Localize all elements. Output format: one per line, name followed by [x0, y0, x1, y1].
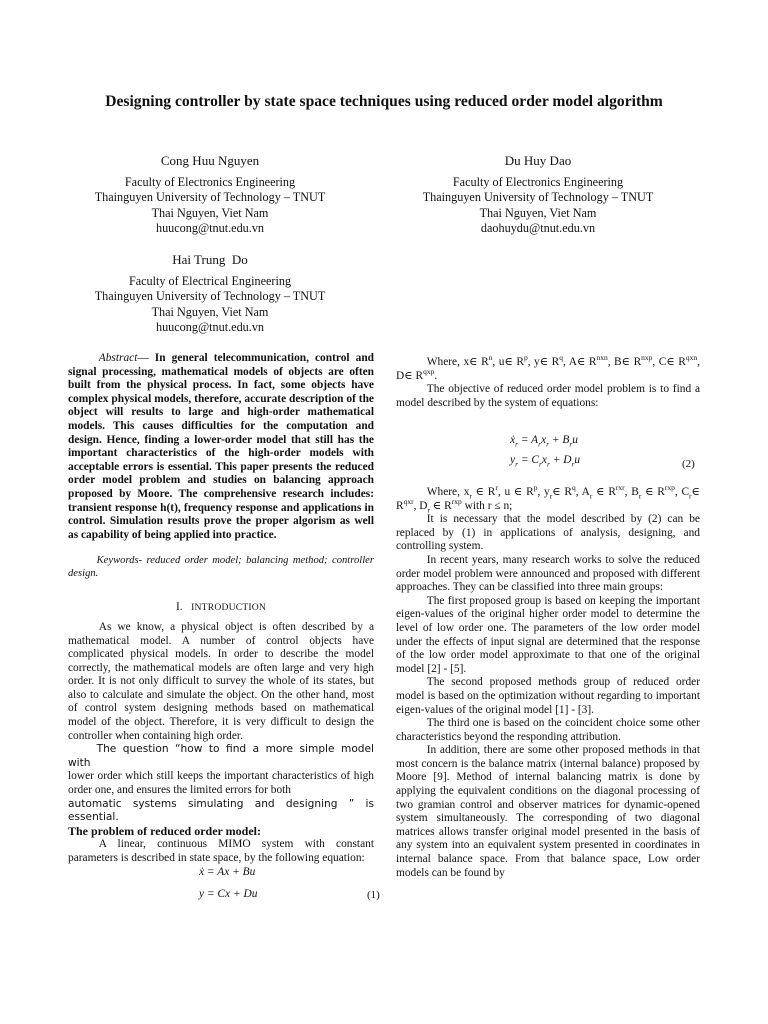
section-title: INTRODUCTION [191, 602, 267, 614]
right-column [396, 353, 700, 410]
author-univ: Thainguyen University of Technology – TNUT [94, 289, 326, 303]
intro-paragraph-2-body: lower order which still keeps the important characteristics of high order one, and ensures the limited errors for both [68, 770, 374, 797]
equation-1 [199, 861, 257, 905]
author-univ: Thainguyen University of Technology – TNUT [94, 190, 326, 204]
author-name: Du Huy Dao [504, 153, 572, 168]
right-column-continued [396, 483, 700, 880]
author-email: huucong@tnut.edu.vn [155, 320, 265, 334]
equation-2-number: (2) [682, 458, 695, 470]
abstract-text: In general telecommunication, control and signal processing, mathematical models of objects are often built from the physical process. In fact, some objects have complex physical models, therefore, accurate description of the object will results to large and high-order mathematical models. This causes difficulties for the computation and design. Hence, finding a lower-order model that still has the important characteristics of the high-order models with acceptable errors is essential. This paper presents the reduced order model problem and studies on balancing approach proposed by Moore. The comprehensive research includes: transient response h(t), frequency response and applications in control. Simulation results prove the proper algorism as well as capability of being applied into practice. [68, 352, 374, 541]
author-name: Cong Huu Nguyen [160, 153, 260, 168]
problem-heading: The problem of reduced order model: [68, 823, 261, 838]
author-block-1 [70, 153, 350, 237]
where-paragraph-1: Where, x∈ $R^n$, u∈ $R^p$, y∈ $R^q$, A∈ $R^{nxn}$, B∈ $R^{nxp}$, C∈ $R^{qxn}$, D∈ $R^{qxp}$. [396, 353, 700, 382]
section-heading-introduction [68, 601, 374, 615]
left-column [68, 352, 374, 866]
intro-paragraph-1: As we know, a physical object is often described by a mathematical model. A number of control objects have complicated physical models. In order to describe the model correctly, the mathematical models are often large and very high order. It is not only difficult to survey the whole of its states, but also to calculate and simulate the object. On the other hand, most of control system designing methods based on mathematical model of the object. Therefore, it is very difficult to design the controller when containing high order. [68, 620, 374, 742]
author-block-2 [398, 153, 678, 237]
author-city: Thai Nguyen, Viet Nam [151, 205, 269, 220]
paper-title: Designing controller by state space techniques using reduced order model algorithm [105, 93, 663, 110]
recent-paragraph: In recent years, many research works to solve the reduced order model problem were announced and proposed with different approaches. They can be classified into three main groups: [396, 553, 700, 594]
equation-2 [510, 430, 580, 470]
abstract [68, 352, 374, 542]
equation-1-line-2: y = Cx + Du [199, 888, 258, 900]
where-paragraph-2: Where, $x_r$ ∈ $R^r$, u ∈ $R^p$, $y_r\in$ $R^q$, $A_r$ ∈ $R^{rxr}$, $B_r$ ∈ $R^{rxp}$, $C_r\in$ $R^{qxr}$, $D_r$ ∈ $R^{rxp}$ with r ≤ n; [396, 483, 700, 514]
equation-1-line-1: ẋ = Ax + Bu [199, 866, 256, 878]
problem-paragraph: A linear, continuous MIMO system with constant parameters is described in state space, by the following equation: [68, 838, 374, 864]
intro-paragraph-2-line-last: automatic systems simulating and designing ” is essential. [68, 797, 374, 824]
intro-paragraph-2-line-1: The question “how to find a more simple model with [68, 743, 374, 769]
author-univ: Thainguyen University of Technology – TNUT [422, 190, 654, 204]
third-group-paragraph: The third one is based on the coincident choice some other characteristics beyond the responding attribution. [396, 717, 700, 743]
equation-2-line-2: $y_r = C_rx_r + D_ru$ [510, 454, 581, 469]
section-number: I. [175, 601, 183, 614]
objective-paragraph: The objective of reduced order model problem is to find a model described by the system of equations: [396, 383, 700, 409]
equation-2-line-1: ẋ$_r$ = $A_rx_r + B_ru$ [510, 434, 578, 449]
author-email: daohuydu@tnut.edu.vn [480, 221, 596, 235]
author-email: huucong@tnut.edu.vn [155, 221, 265, 235]
equation-1-number: (1) [367, 889, 380, 901]
author-name: Hai Trung Do [172, 252, 248, 267]
author-city: Thai Nguyen, Viet Nam [151, 304, 269, 319]
author-dept: Faculty of Electronics Engineering [124, 174, 296, 189]
addition-paragraph: In addition, there are some other proposed methods in that most concern is the balance matrix (internal balance) proposed by Moore [9]. Method of internal balancing matrix is done by applying the equivalent conditions on the diagonal processing of two gramian control and observer matrices for dynamic-opened system simultaneously. The corresponding of two diagonal matrices allows transfer original model presented in the basis of any system into an equivalent system presented in coordinates in internal balance space. From that balance space, Low order models can be found by [396, 744, 700, 879]
necessary-paragraph: It is necessary that the model described by (2) can be replaced by (1) in applications of analysis, designing, and controlling system. [396, 513, 700, 553]
abstract-dash: — [137, 352, 149, 364]
abstract-label: Abstract [98, 352, 138, 364]
keywords: Keywords- reduced order model; balancing method; controller design. [68, 555, 374, 580]
author-city: Thai Nguyen, Viet Nam [479, 205, 597, 220]
author-block-3 [70, 252, 350, 336]
second-group-paragraph: The second proposed methods group of reduced order model is based on the optimization without regarding to important eigen-values of the original model [1] - [3]. [396, 676, 700, 716]
author-dept: Faculty of Electrical Engineering [128, 273, 292, 288]
author-dept: Faculty of Electronics Engineering [452, 174, 624, 189]
first-group-paragraph: The first proposed group is based on keeping the important eigen-values of the original higher order model to determine the level of low order one. The parameters of the low order model under the effects of input signal are determined that the response of the low order model approximate to that one of the original model [2] - [5]. [396, 594, 700, 675]
